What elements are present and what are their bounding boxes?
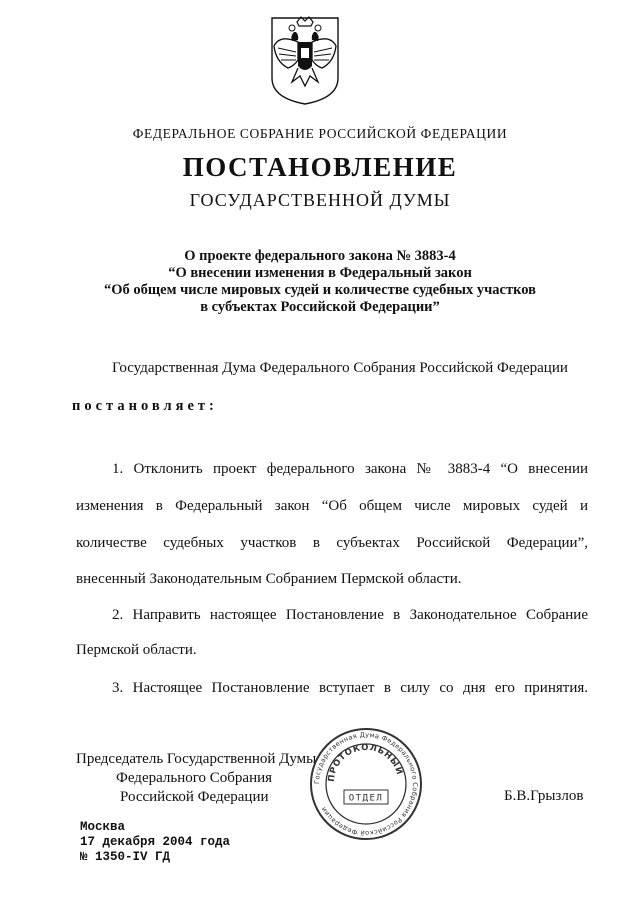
item-3-line: 3. Настоящее Постановление вступает в силу со дня его принятия. [112, 680, 588, 696]
stamp-center-text: ОТДЕЛ [348, 793, 384, 804]
document-type: ПОСТАНОВЛЕНИЕ [182, 152, 458, 182]
signatory-position-line: Российской Федерации [120, 789, 269, 805]
item-1-line: изменения в Федеральный закон “Об общем числе мировых судей и [76, 498, 588, 514]
item-1-line: внесенный Законодательным Собранием Пермской области. [76, 571, 462, 587]
stamp-ring-text: Государственная Дума Федерального Собрания Российской Федерации [312, 730, 420, 838]
item-2-line: 2. Направить настоящее Постановление в Законодательное Собрание [112, 607, 588, 623]
item-1-line: количестве судебных участков в субъектах Российской Федерации”, [76, 535, 588, 551]
subject-line: О проекте федерального закона № 3883-4 [184, 248, 456, 264]
decides-word: постановляет: [72, 398, 218, 414]
date: 17 декабря 2004 года [80, 835, 231, 849]
signatory-name: Б.В.Грызлов [504, 788, 584, 804]
signatory-position [76, 750, 316, 807]
subject-line: в субъектах Российской Федерации” [200, 299, 440, 315]
item-1-line: 1. Отклонить проект федерального закона № 3883-4 “О внесении [112, 461, 588, 477]
document-subject [0, 248, 640, 316]
organization-title: ФЕДЕРАЛЬНОЕ СОБРАНИЕ РОССИЙСКОЙ ФЕДЕРАЦИИ [132, 126, 508, 141]
document-number: № 1350-IV ГД [80, 850, 171, 864]
place-date-block [80, 820, 230, 865]
item-2-line: Пермской области. [76, 642, 197, 658]
preamble: Государственная Дума Федерального Собрания Российской Федерации [112, 360, 568, 376]
signatory-position-line: Председатель Государственной Думы [76, 751, 317, 767]
stamp-arc-text: ПРОТОКОЛЬНЫЙ [326, 742, 405, 783]
subject-line: “О внесении изменения в Федеральный закон [168, 265, 472, 281]
official-stamp-icon [308, 726, 424, 842]
place: Москва [80, 820, 126, 834]
subject-line: “Об общем числе мировых судей и количестве судебных участков [104, 282, 536, 298]
coat-of-arms-icon [270, 16, 340, 106]
signatory-position-line: Федерального Собрания [116, 770, 273, 786]
document-issuer: ГОСУДАРСТВЕННОЙ ДУМЫ [189, 190, 451, 210]
